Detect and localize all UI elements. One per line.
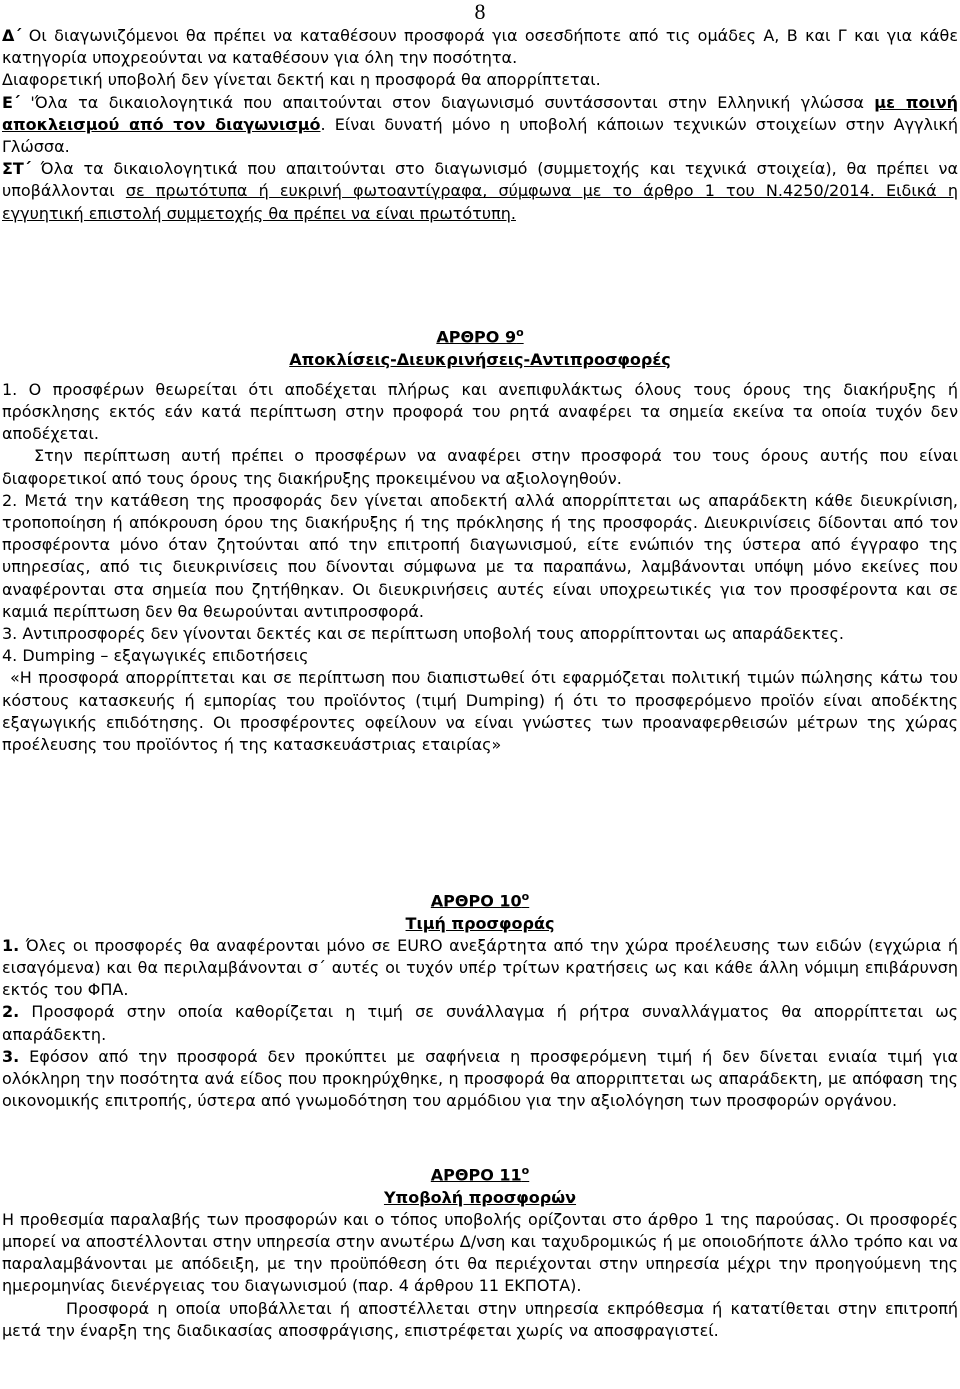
- article-11-p2: Προσφορά η οποία υποβάλλεται ή αποστέλλεται στην υπηρεσία εκπρόθεσμα ή κατατίθεται στην επιτροπή μετά την έναρξη της διαδικασίας αποσφράγισης, επιστρέφεται χωρίς να αποσφραγιστεί.: [2, 1298, 958, 1340]
- item-d: [2, 25, 958, 69]
- item-d-text: Οι διαγωνιζόμενοι θα πρέπει να καταθέσουν προσφορά για οσεσδήποτε από τις ομάδες Α, Β και Γ και για κάθε κατηγορία υποχρεούνται να καταθέσουν για όλη την ποσότητα.: [2, 26, 958, 68]
- article-9-subheading: Αποκλίσεις-Διευκρινήσεις-Αντιπροσφορές: [289, 349, 671, 369]
- article-10-p2: 2. Προσφορά στην οποία καθορίζεται η τιμή σε συνάλλαγμα ή ρήτρα συναλλάγματος θα απορρίπτεται ως απαράδεκτη.: [2, 1002, 958, 1044]
- item-st-text: Όλα τα δικαιολογητικά που απαιτούνται στο διαγωνισμό (συμμετοχής και τεχνικά στοιχεία), θα πρέπει να υποβάλλονται: [2, 159, 958, 201]
- article-10-p3: 3. Εφόσον από την προσφορά δεν προκύπτει με σαφήνεια η προσφερόμενη τιμή ή δεν δίνεται ενιαία τιμή για ολόκληρη την ποσότητα ανά είδος που προκηρύχθηκε, η προσφορά θα απορριπτεται ως απαράδεκτη, με απόφαση της οικονομικής επιτροπής, ύστερα από γνωμοδότηση του αρμόδιου για την αξιολόγηση των προσφορών οργάνου.: [2, 1046, 958, 1111]
- article-10-subheading: Τιμή προσφοράς: [405, 913, 555, 933]
- item-d-text2: Διαφορετική υποβολή δεν γίνεται δεκτή και η προσφορά θα απορρίπτεται.: [2, 70, 601, 90]
- top-section: [2, 25, 958, 225]
- article-9-heading: ΑΡΘΡΟ $9^o$: [436, 326, 524, 347]
- article-9-p4: 3. Αντιπροσφορές δεν γίνονται δεκτές και σε περίπτωση υποβολή τους απορρίπτονται ως απαράδεκτες.: [2, 623, 844, 643]
- item-e-rest: . Είναι δυνατή μόνο η υποβολή κάποιων τεχνικών στοιχείων στην Αγγλική Γλώσσα.: [2, 114, 959, 157]
- item-st-underlined: σε πρωτότυπα ή ευκρινή φωτοαντίγραφα, σύμφωνα με το άρθρο 1 του Ν.4250/2014. Ειδικά η εγγυητική επιστολή συμμετοχής θα πρέπει να είναι πρωτότυπη.: [2, 181, 958, 223]
- item-e-mark: Ε΄: [2, 92, 20, 112]
- article-9-p6: «Η προσφορά απορρίπτεται και σε περίπτωση που διαπιστωθεί ότι εφαρμόζεται πολιτική τιμών πώλησης κάτω του κόστους κατασκευής ή εμπορίας του προϊόντος (τιμή Dumping) ή ότι το προσφερόμενο προϊόν είναι αποδέκτης εξαγωγικής επιδότησης. Οι προσφέροντες οφείλουν να είναι γνώστες των προαναφερθεισών μέτρων της χώρας προέλευσης του προϊόντος ή της κατασκευάστριας εταιρίας»: [2, 668, 958, 754]
- article-11: [2, 1160, 958, 1342]
- article-10-p1: 1. Όλες οι προσφορές θα αναφέρονται μόνο σε EURO ανεξάρτητα από την χώρα προέλευσης των ειδών (εγχώρια ή εισαγόμενα) και θα περιλαμβάνονται σ΄ αυτές οι τυχόν υπέρ τρίτων κρατήσεις ως και κάθε άλλη νόμιμη επιβάρυνση εκτός του ΦΠΑ.: [2, 935, 958, 1000]
- article-9-p3: 2. Μετά την κατάθεση της προσφοράς δεν γίνεται αποδεκτή αλλά απορρίπτεται ως απαράδεκτη κάθε διευκρίνιση, τροποποίηση ή απόκρουση όρου της διακήρυξης ή της πρόκλησης ή της προσφοράς. Διευκρινίσεις δίδονται από τον προσφέροντα μόνο όταν ζητούνται από την επιτροπή διαγωνισμού, είτε ενώπιόν της ύστερα από έγγραφο της υπηρεσίας, από τις διευκρινίσεις που δίνονται σύμφωνα με τα παραπάνω, λαμβάνονται υπόψη μόνο εκείνες που αναφέρονται στα σημεία που ζητήθηκαν. Οι διευκρινήσεις αυτές είναι υποχρεωτικές για τον προσφέροντα και σε καμιά περίπτωση δεν θα θεωρούνται αντιπροσφορά.: [2, 490, 958, 621]
- article-9: [2, 322, 958, 756]
- article-11-p1: Η προθεσμία παραλαβής των προσφορών και ο τόπος υποβολής ορίζονται στο άρθρο 1 της παρούσας. Οι προσφορές μπορεί να αποστέλλονται στην υπηρεσία στην ανωτέρω Δ/νση και ταχυδρομικώς ή με οποιοδήποτε άλλο τρόπο και να παραλαμβάνονται με απόδειξη, με την προϋπόθεση ότι θα περιέχονται στην υπηρεσία μέχρι την προηγούμενη της ημερομηνίας διενέργειας του διαγωνισμού (παρ. 4 άρθρου 11 ΕΚΠΟΤΑ).: [2, 1209, 958, 1296]
- item-d-mark: Δ΄: [2, 26, 22, 45]
- article-11-subheading: Υποβολή προσφορών: [383, 1187, 577, 1207]
- item-e-bold: με ποινή αποκλεισμού από τον διαγωνισμό: [2, 92, 959, 134]
- article-9-p1: 1. Ο προσφέρων θεωρείται ότι αποδέχεται πλήρως και ανεπιφυλάκτως όλους τους όρους της διακήρυξης ή πρόσκλησης εκτός εάν κατά περίπτωση στην προφορά του ρητά αναφέρει τα σημεία εκείνα τα οποία τυχόν δεν αποδέχεται.: [2, 379, 958, 444]
- article-9-p5: 4. Dumping – εξαγωγικές επιδοτήσεις: [2, 646, 309, 666]
- article-9-p2: Στην περίπτωση αυτή πρέπει ο προσφέρων να αναφέρει στην προσφορά του τους όρους αυτής που είναι διαφορετικοί από τους όρους της διακήρυξης προκειμένου να αξιολογηθούν.: [2, 446, 958, 488]
- item-e: [2, 92, 958, 159]
- item-e-text: 'Όλα τα δικαιολογητικά που απαιτούνται στον διαγωνισμό συντάσσονται στην Ελληνική γλώσσα: [20, 92, 875, 112]
- article-10: [2, 886, 958, 1112]
- page-number: 8: [474, 0, 486, 24]
- item-st-mark: ΣΤ΄: [2, 159, 31, 179]
- item-st: [2, 158, 958, 225]
- article-10-heading: ΑΡΘΡΟ $10^o$: [430, 890, 530, 911]
- article-11-heading: ΑΡΘΡΟ $11^o$: [430, 1164, 530, 1185]
